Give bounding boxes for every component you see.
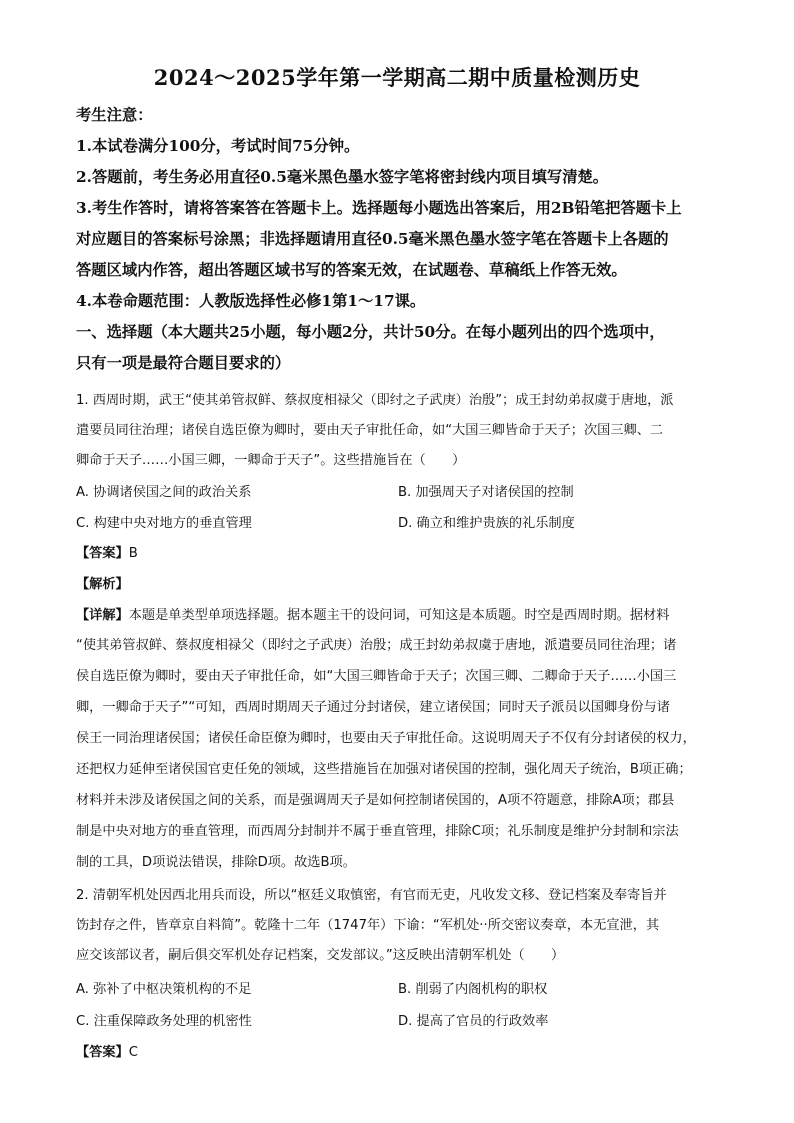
q1-analysis-tag: 【解析】: [76, 577, 129, 592]
notice-item-3-cont-1: 对应题目的答案标号涂黑；非选择题请用直径0.5毫米黑色墨水签字笔在答题卡上各题的: [76, 230, 669, 248]
q1-stem-line-2: 遣要员同往治理；诸侯自选臣僚为卿时，要由天子审批任命，如“大国三卿皆命于天子；次国三卿、二: [76, 423, 664, 438]
q1-option-a: A. 协调诸侯国之间的政治关系: [76, 485, 252, 500]
q1-detail-line-8: 制是中央对地方的垂直管理，而西周分封制并不属于垂直管理，排除C项；礼乐制度是维护分封制和宗法: [76, 824, 679, 839]
q2-option-c: C. 注重保障政务处理的机密性: [76, 1014, 252, 1029]
q2-option-d: D. 提高了官员的行政效率: [398, 1014, 549, 1029]
q2-stem-line-3: 应交该部议者，嗣后俱交军机处存记档案，交发部议。”这反映出清朝军机处（ ）: [76, 948, 565, 963]
notice-item-2: 2.答题前，考生务必用直径0.5毫米黑色墨水签字笔将密封线内项目填写清楚。: [76, 168, 609, 186]
q2-answer-value: C: [128, 1045, 138, 1060]
q1-option-c: C. 构建中央对地方的垂直管理: [76, 516, 252, 531]
notice-item-1: 1.本试卷满分100分，考试时间75分钟。: [76, 137, 360, 155]
q1-detail-tag: 【详解】: [76, 608, 129, 623]
q1-detail-line-7: 材料并未涉及诸侯国之间的关系，而是强调周天子是如何控制诸侯国的，A项不符题意，排除A项；郡县: [76, 793, 675, 808]
q1-stem-line-1: 1. 西周时期，武王“使其弟管叔鲜、蔡叔度相禄父（即纣之子武庚）治殷”；成王封幼弟叔虞于唐地，派: [76, 393, 674, 408]
q2-answer: [76, 1041, 138, 1060]
q2-stem-line-2: 饬封存之件，皆章京自料简”。乾隆十二年（1747年）下谕：“军机处··所交密议奏章，本无宣泄，其: [76, 918, 660, 933]
page-title: 2024～2025学年第一学期高二期中质量检测历史: [153, 65, 641, 90]
section-heading-line-1: 一、选择题（本大题共25小题，每小题2分，共计50分。在每小题列出的四个选项中，: [76, 323, 665, 341]
notice-heading: 考生注意：: [76, 106, 153, 124]
q2-answer-tag: 【答案】: [76, 1045, 129, 1060]
q1-detail-line-1: [76, 604, 669, 623]
q1-answer-value: B: [128, 546, 138, 561]
q2-stem-line-1: 2. 清朝军机处因西北用兵而设，所以“枢廷义取慎密，有官而无吏，凡收发文移、登记档案及奉寄旨并: [76, 888, 667, 903]
q1-answer: [76, 542, 138, 561]
q1-detail-line-6: 还把权力延伸至诸侯国官吏任免的领域，这些措施旨在加强对诸侯国的控制，强化周天子统治，B项正确；: [76, 762, 692, 777]
q1-option-d: D. 确立和维护贵族的礼乐制度: [398, 516, 575, 531]
q1-detail-line-5: 侯王一同治理诸侯国；诸侯任命臣僚为卿时，也要由天子审批任命。这说明周天子不仅有分封诸侯的权力，: [76, 731, 696, 746]
q2-option-b: B. 削弱了内阁机构的职权: [398, 982, 548, 997]
notice-item-3: 3.考生作答时，请将答案答在答题卡上。选择题每小题选出答案后，用2B铅笔把答题卡上: [76, 199, 682, 217]
q1-detail-line-4: 卿，一卿命于天子”“可知，西周时期周天子通过分封诸侯，建立诸侯国；同时天子派员以国卿身份与诸: [76, 700, 670, 715]
q1-answer-tag: 【答案】: [76, 546, 129, 561]
q1-analysis: [76, 573, 129, 592]
q2-option-a: A. 弥补了中枢决策机构的不足: [76, 982, 252, 997]
q1-option-b: B. 加强周天子对诸侯国的控制: [398, 485, 574, 500]
section-heading-line-2: 只有一项是最符合题目要求的）: [76, 354, 291, 372]
q1-detail-line-3: 侯自选臣僚为卿时，要由天子审批任命，如“大国三卿皆命于天子；次国三卿、二卿命于天子……小国三: [76, 669, 677, 684]
notice-item-3-cont-2: 答题区域内作答，超出答题区域书写的答案无效，在试题卷、草稿纸上作答无效。: [76, 261, 627, 279]
q1-detail-line-9: 制的工具，D项说法错误，排除D项。故选B项。: [76, 855, 356, 870]
q1-stem-line-3: 卿命于天子……小国三卿，一卿命于天子”。这些措施旨在（ ）: [76, 453, 466, 468]
q1-detail-line-2: “使其弟管叔鲜、蔡叔度相禄父（即纣之子武庚）治殷；成王封幼弟叔虞于唐地，派遣要员同往治理；诸: [76, 638, 677, 653]
notice-item-4: 4.本卷命题范围：人教版选择性必修1第1～17课。: [76, 292, 426, 310]
q1-detail-text-1: 本题是单类型单项选择题。据本题主干的设问词，可知这是本质题。时空是西周时期。据材料: [128, 608, 670, 623]
